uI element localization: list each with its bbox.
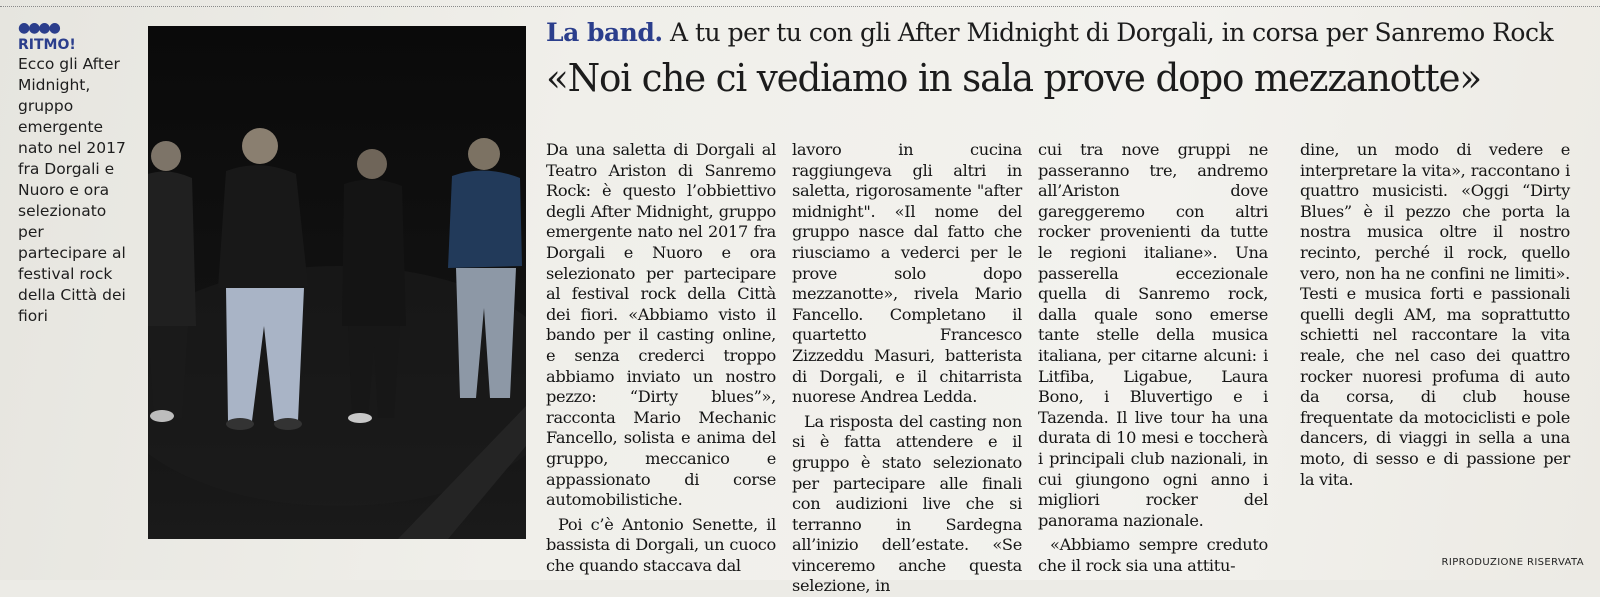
article-column-3 <box>1038 140 1268 576</box>
paragraph: Da una saletta di Dorgali al Teatro Ariston di Sanremo Rock: è questo l’obbiettivo degli After Midnight, gruppo emergente nato nel 2017 fra Dorgali e Nuoro e ora selezionato per partecipare al festival rock della Città dei fiori. «Abbiamo visto il bando per il casting online, e senza crederci troppo abbiamo inviato un nostro pezzo: “Dirty blues”», racconta Mario Mechanic Fancello, solista e anima del gruppo, meccanico e appassionato di corse automobilistiche. <box>546 140 776 510</box>
paragraph: cui tra nove gruppi ne passeranno tre, andremo all’Ariston dove gareggeremo con altri rocker provenienti da tutte le regioni italiane». Una passerella eccezionale quella di Sanremo rock, dalla quale sono emerse tante stelle della musica italiana, per citarne alcuni: i Litfiba, Ligabue, Laura Bono, i Bluvertigo e i Tazenda. Il live tour ha una durata di 10 mesi e toccherà i principali club nazionali, in cui giungono ogni anno i migliori rocker del panorama nazionale. <box>1038 140 1268 530</box>
kicker-text: A tu per tu con gli After Midnight di Dorgali, in corsa per Sanremo Rock <box>669 18 1554 47</box>
top-dotted-rule <box>0 6 1600 7</box>
section-dots-icon: ●●●● <box>18 20 59 36</box>
paragraph: La risposta del casting non si è fatta attendere e il gruppo è stato selezionato per partecipare alle finali con audizioni live che si terranno in Sardegna all’inizio dell’estate. «Se vinceremo anche questa selezione, in <box>792 411 1022 596</box>
kicker-label: La band. <box>546 18 663 47</box>
paragraph: lavoro in cucina raggiungeva gli altri in saletta, rigorosamente "after midnight". «Il nome del gruppo nasce dal fatto che riusciamo a vederci per le prove solo dopo mezzanotte», rivela Mario Fancello. Completano il quartetto Francesco Zizzeddu Masuri, batterista di Dorgali, e il chitarrista nuorese Andrea Ledda. <box>792 140 1022 407</box>
article-column-1 <box>546 140 776 576</box>
article-kicker <box>546 18 1553 47</box>
band-photo <box>148 26 526 539</box>
article-column-2 <box>792 140 1022 597</box>
band-members-illustration <box>148 26 526 539</box>
paragraph: «Abbiamo sempre creduto che il rock sia una attitu- <box>1038 535 1268 575</box>
photo-caption-text: Ecco gli After Midnight, gruppo emergente nato nel 2017 fra Dorgali e Nuoro e ora selezionato per partecipare al festival rock della Città dei fiori <box>18 55 126 325</box>
article-column-4 <box>1300 140 1570 490</box>
paragraph: dine, un modo di vedere e interpretare la vita», raccontano i quattro musicisti. «Oggi “Dirty Blues” è il pezzo che porta la nostra musica oltre il nostro recinto, perché il rock, quello vero, non ha ne confini ne limiti». Testi e musica forti e passionali quelli degli AM, ma soprattutto schietti nel raccontare la vita reale, che nel caso dei quattro rocker nuoresi profuma di auto da corsa, di club house frequentate da motociclisti e pole dancers, di viaggi in sella a una moto, di sesso e di passione per la vita. <box>1300 140 1570 489</box>
article-headline: «Noi che ci vediamo in sala prove dopo mezzanotte» <box>546 56 1481 100</box>
photo-caption-label: RITMO! <box>18 37 76 53</box>
paragraph: Poi c’è Antonio Senette, il bassista di Dorgali, un cuoco che quando staccava dal <box>546 514 776 575</box>
copyright-credit: RIPRODUZIONE RISERVATA <box>1441 557 1584 568</box>
